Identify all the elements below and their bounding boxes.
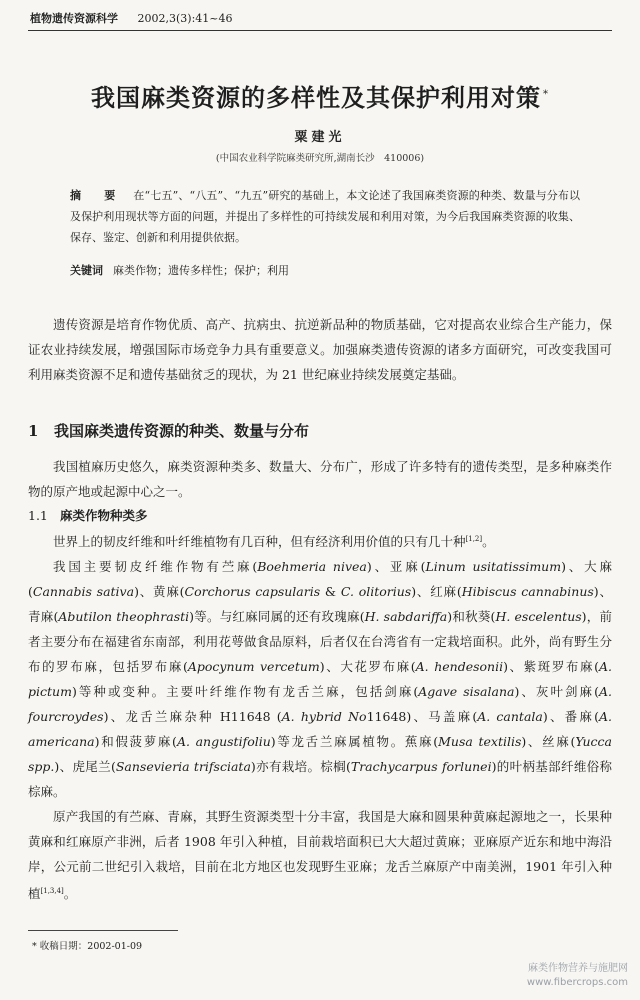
intro-paragraph: 遗传资源是培育作物优质、高产、抗病虫、抗逆新品种的物质基础，它对提高农业综合生产能力，保证农业持续发展，增强国际市场竞争力具有重要意义。加强麻类遗传资源的诸多方面研究，可改变我国可利用麻类资源不足和遗传基础贫乏的现状，为 21 世纪麻业持续发展奠定基础。 — [28, 317, 612, 382]
p2-text-segment: )、虎尾兰( — [54, 759, 116, 775]
species-name: Musa textilis — [438, 734, 522, 750]
author: 粟建光 — [294, 130, 346, 145]
keywords-label: 关键词 — [70, 264, 103, 277]
watermark-line-2: www.fibercrops.com — [526, 977, 628, 988]
p2-text-segment: )亦有栽培。棕榈( — [250, 759, 351, 775]
species-name: A. pictum — [28, 659, 612, 700]
p2-text-segment: )、红麻( — [411, 584, 462, 600]
abstract-label: 摘 要 — [70, 189, 122, 202]
section-1-1-body — [28, 527, 612, 906]
abstract — [70, 185, 580, 248]
title-footnote-mark: * — [543, 89, 549, 100]
title-text: 我国麻类资源的多样性及其保护利用对策 — [91, 83, 541, 112]
footnote-rule — [28, 930, 178, 931]
p2-text-segment: )和假菠萝麻( — [94, 734, 177, 750]
p2-text-segment: )等龙舌兰麻属植物。蕉麻( — [270, 734, 439, 750]
watermark — [458, 962, 628, 990]
p2-text-segment: )等种或变种。主要叶纤维作物有龙舌兰麻，包括剑麻( — [71, 684, 419, 700]
p2-text-segment: )等。与红麻同属的还有玫瑰麻( — [189, 609, 365, 625]
p2-text-segment: )和秋葵( — [447, 609, 496, 625]
p2-text-segment: )的叶柄基部纤维俗称棕麻。 — [28, 759, 612, 800]
species-name: Yucca spp. — [28, 734, 612, 775]
citation-ref: [1,2] — [465, 535, 483, 543]
p2-text-segment: )、青麻( — [28, 584, 612, 625]
p2-text-segment: )、紫斑罗布麻( — [503, 659, 599, 675]
p2-text-segment: & — [320, 584, 341, 600]
citation-ref: [1,3,4] — [40, 887, 64, 896]
species-name: Hibiscus cannabinus — [461, 584, 594, 600]
species-name: Apocynum vercetum — [187, 659, 320, 675]
species-name: Cannabis sativa — [32, 584, 135, 600]
species-name: A. americana — [28, 709, 612, 750]
species-name: Boehmeria nivea — [257, 559, 367, 575]
p2-text-segment: )、大麻( — [28, 559, 612, 600]
abstract-text: 在“七五”、“八五”、“九五”研究的基础上，本文论述了我国麻类资源的种类、数量与分布以及保护利用现状等方面的问题，并提出了多样性的可持续发展和利用对策，为今后我国麻类资源的收集、保存、鉴定、创新和利用提供依据。 — [70, 189, 580, 244]
header-rule — [28, 30, 612, 31]
species-name: H. escelentus — [495, 609, 582, 625]
intro-block — [28, 312, 612, 387]
section-1-1-title: 麻类作物种类多 — [60, 508, 148, 523]
p3-text: 原产我国的有苎麻、青麻，其野生资源类型十分丰富，我国是大麻和圆果种黄麻起源地之一，长果种黄麻和红麻原产非洲，后者 1908 年引入种植，目前栽培面积已大大超过黄麻；亚麻原产近东和地中海沿岸，公元前二世纪引入栽培，目前在北方地区也发现野生亚麻；龙舌兰麻原产中南美洲，1901 年引入种植 — [28, 809, 612, 902]
p2-text-segment: 11648)、马盖麻( — [366, 709, 478, 725]
journal-citation: 2002,3(3):41~46 — [137, 12, 233, 25]
keywords-text: 麻类作物；遗传多样性；保护；利用 — [113, 264, 289, 277]
species-name: Abutilon theophrasti — [58, 609, 190, 625]
p2-text-segment: )，前者主要分布在福建省东南部，利用花萼做食品原料，后者仅在台湾省有一定栽培面积。此外，尚有野生分布的罗布麻，包括罗布麻( — [28, 609, 613, 675]
species-name: A. hendesonii — [415, 659, 504, 675]
species-name: Corchorus capsularis — [184, 584, 321, 600]
species-name: A. fourcroydes — [28, 684, 612, 725]
species-name: C. olitorius — [340, 584, 412, 600]
species-name: Trachycarpus forlunei — [350, 759, 492, 775]
section-1-1-paragraph-2 — [28, 554, 612, 804]
running-head — [30, 10, 610, 26]
species-name: Sansevieria trifsciata — [115, 759, 251, 775]
section-1-heading — [28, 420, 309, 441]
affiliation: (中国农业科学院麻类研究所,湖南长沙 410006) — [215, 153, 425, 164]
p2-text-segment: )、黄麻( — [134, 584, 185, 600]
section-1-1-paragraph-3 — [28, 804, 612, 906]
p2-text-segment: 我国主要韧皮纤维作物有苎麻( — [53, 559, 258, 575]
section-1-body — [28, 454, 612, 504]
species-name: A. cantala — [477, 709, 543, 725]
watermark-line-1: 麻类作物营养与施肥网 — [528, 963, 628, 974]
species-name: A. hybrid No — [281, 709, 367, 725]
species-name: A. angustifoliu — [176, 734, 271, 750]
species-name: Agave sisalana — [418, 684, 515, 700]
section-1-number: 1 — [28, 422, 39, 440]
p2-text-segment: )、大花罗布麻( — [319, 659, 416, 675]
paper-title — [20, 78, 620, 113]
keywords — [70, 262, 580, 280]
p1-end: 。 — [482, 534, 495, 550]
p2-text-segment: )、灰叶剑麻( — [514, 684, 599, 700]
p3-end: 。 — [63, 886, 77, 902]
p2-text-segment: )、丝麻( — [521, 734, 576, 750]
p2-text-segment: )、龙舌兰麻杂种 H11648 ( — [103, 709, 282, 725]
section-1-1-heading — [28, 506, 148, 524]
section-1-paragraph: 我国植麻历史悠久，麻类资源种类多、数量大、分布广，形成了许多特有的遗传类型，是多种麻类作物的原产地或起源中心之一。 — [28, 459, 612, 499]
section-1-1-number: 1.1 — [28, 508, 48, 523]
species-name: H. sabdariffa — [364, 609, 448, 625]
p2-text-segment: )、番麻( — [542, 709, 599, 725]
journal-name: 植物遗传资源科学 — [30, 12, 118, 25]
p1-text: 世界上的韧皮纤维和叶纤维植物有几百种，但有经济利用价值的只有几十种 — [53, 534, 466, 550]
species-name: Linum usitatissimum — [425, 559, 562, 575]
p2-text-segment: )、亚麻( — [366, 559, 426, 575]
section-1-1-paragraph-1 — [28, 527, 612, 554]
footnote: * 收稿日期：2002-01-09 — [32, 941, 143, 952]
section-1-title: 我国麻类遗传资源的种类、数量与分布 — [54, 422, 310, 440]
